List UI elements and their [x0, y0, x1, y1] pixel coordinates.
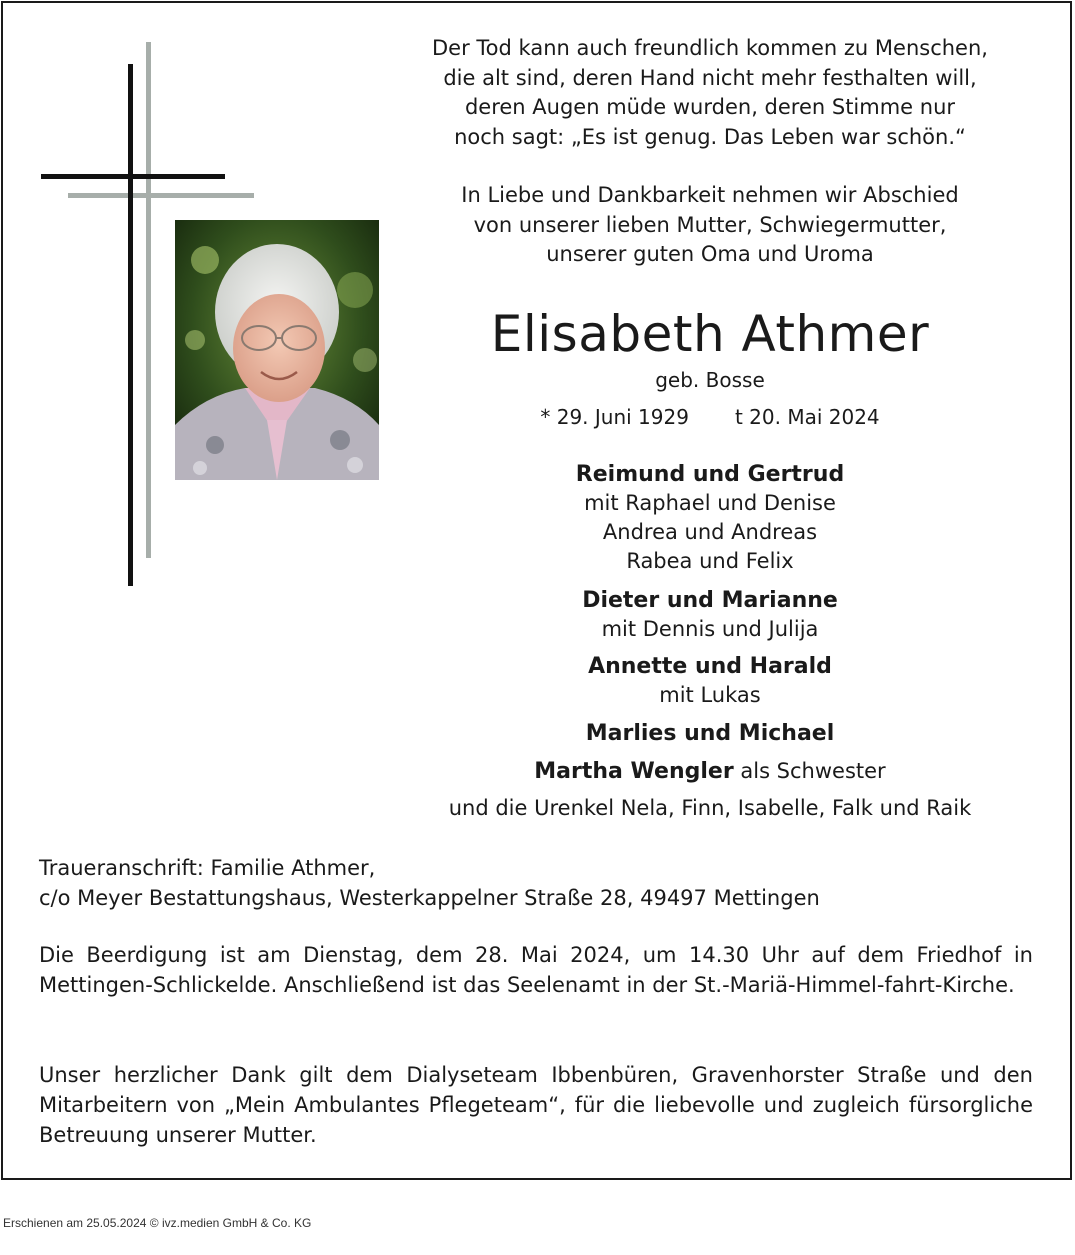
mourner-group: [380, 719, 1040, 748]
mourner-sub: Rabea und Felix: [626, 549, 794, 573]
life-dates: [380, 402, 1040, 432]
mourner-group: [380, 652, 1040, 710]
mourning-address: [39, 853, 1033, 913]
address-line: c/o Meyer Bestattungshaus, Westerkappelner Straße 28, 49497 Mettingen: [39, 886, 820, 910]
birth-date: * 29. Juni 1929: [540, 405, 689, 429]
deceased-name: Elisabeth Athmer: [490, 305, 930, 363]
mourner-group: [380, 460, 1040, 576]
cross-grey-horizontal: [68, 193, 254, 198]
thanks-note: Unser herzlicher Dank gilt dem Dialyseteam Ibbenbüren, Gravenhorster Straße und den Mitarbeitern von „Mein Ambulantes Pflegeteam“, für die liebevolle und zugleich fürsorgliche Betreuung unserer Mutter.: [39, 1063, 1033, 1147]
cross-black-horizontal: [41, 174, 225, 179]
mourner-sub: mit Lukas: [659, 683, 761, 707]
great-grandchildren: und die Urenkel Nela, Finn, Isabelle, Falk und Raik: [448, 796, 972, 820]
intro-line: von unserer lieben Mutter, Schwiegermutter,: [473, 212, 947, 237]
mourner-name: Dieter und Marianne: [582, 588, 838, 613]
mourner-name: Annette und Harald: [588, 654, 832, 679]
poem-line: Der Tod kann auch freundlich kommen zu Menschen,: [432, 36, 988, 60]
mourner-group: [380, 586, 1040, 644]
sister-line: [380, 757, 1040, 786]
farewell-intro: [380, 181, 1040, 270]
intro-line: unserer guten Oma und Uroma: [546, 242, 874, 266]
mourner-name: Marlies und Michael: [585, 721, 835, 746]
cross-grey-vertical: [146, 42, 151, 558]
intro-line: In Liebe und Dankbarkeit nehmen wir Abschied: [461, 183, 959, 207]
poem: [380, 34, 1040, 152]
mourner-sub: Andrea und Andreas: [602, 520, 818, 544]
poem-line: die alt sind, deren Hand nicht mehr festhalten will,: [443, 65, 977, 90]
cross-black-vertical: [128, 64, 133, 586]
birth-name: geb. Bosse: [655, 368, 765, 392]
mourner-name: Reimund und Gertrud: [575, 462, 845, 487]
address-line: Traueranschrift: Familie Athmer,: [39, 856, 376, 880]
portrait-photo: [175, 220, 379, 480]
poem-line: noch sagt: „Es ist genug. Das Leben war schön.“: [454, 124, 966, 149]
sister-role: als Schwester: [733, 759, 886, 783]
funeral-info: Die Beerdigung ist am Dienstag, dem 28. Mai 2024, um 14.30 Uhr auf dem Friedhof in Mettingen-Schlickelde. Anschließend ist das Seelenamt in der St.-Mariä-Himmel-fahrt-Kirche.: [39, 943, 1033, 997]
death-date: t 20. Mai 2024: [734, 405, 880, 429]
sister-name: Martha Wengler: [534, 759, 734, 784]
poem-line: deren Augen müde wurden, deren Stimme nur: [464, 95, 956, 119]
publication-footer: Erschienen am 25.05.2024 © ivz.medien GmbH & Co. KG: [3, 1216, 312, 1230]
mourner-sub: mit Dennis und Julija: [601, 617, 819, 641]
mourner-sub: mit Raphael und Denise: [584, 491, 836, 515]
